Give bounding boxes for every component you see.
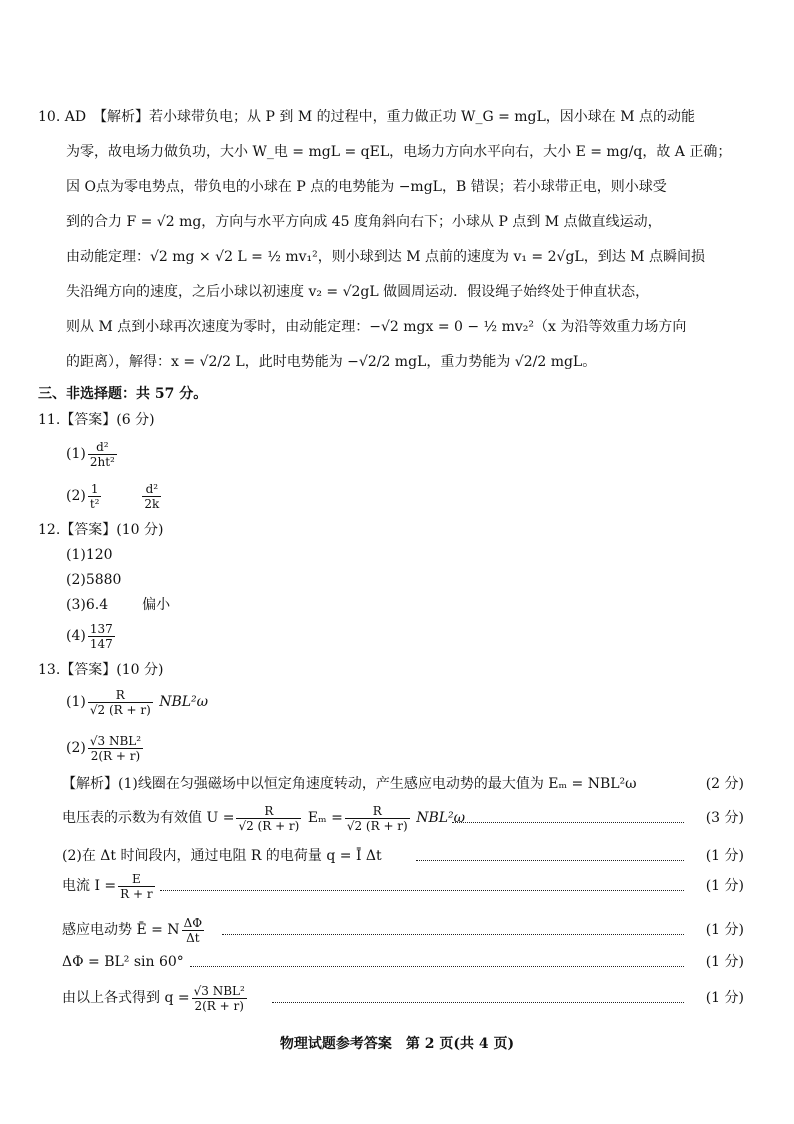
- dot-leader: [416, 860, 684, 861]
- score-3: (1 分): [705, 848, 744, 864]
- q13-solution-5: 感应电动势 Ē = N $\frac{\Delta\Phi}{\Delta t}$: [62, 915, 203, 945]
- q13-header: 13.【答案】(10 分): [38, 662, 164, 678]
- score-5: (1 分): [705, 922, 744, 938]
- q12-answer-2: (2)5880: [66, 572, 122, 588]
- dot-leader: [272, 1002, 684, 1003]
- q10-line-6: 失沿绳方向的速度，之后小球以初速度 v₂ = √2gL 做圆周运动．假设绳子始终处于伸直状态，: [66, 284, 650, 300]
- score-1: (2 分): [705, 776, 744, 792]
- dot-leader: [222, 934, 684, 935]
- q13-solution-4: 电流 I = $\frac{E}{R + r}$: [62, 871, 153, 901]
- q10-line-1: 10. AD 【解析】若小球带负电；从 P 到 M 的过程中，重力做正功 W_G = mgL，因小球在 M 点的动能: [38, 109, 696, 125]
- score-2: (3 分): [705, 810, 744, 826]
- q13-solution-3: (2)在 Δt 时间段内，通过电阻 R 的电荷量 q = Ī Δt: [62, 848, 382, 864]
- q10-line-8: 的距离），解得：x = √2/2 L，此时电势能为 −√2/2 mgL，重力势能为 √2/2 mgL。: [66, 354, 597, 370]
- q13-solution-7: 由以上各式得到 q = $\frac{\text{√3 NBL²}}{2(R + r)}$: [62, 983, 245, 1013]
- q10-line-4: 到的合力 F = √2 mg，方向与水平方向成 45 度角斜向右下；小球从 P 点到 M 点做直线运动，: [66, 214, 662, 230]
- q12-answer-1: (1)120: [66, 547, 113, 563]
- q13-solution-1: 【解析】(1)线圈在匀强磁场中以恒定角速度转动，产生感应电动势的最大值为 Eₘ = NBL²ω: [62, 776, 637, 792]
- q10-line-7: 则从 M 点到小球再次速度为零时，由动能定理：−√2 mgx = 0 − ½ mv₂²（x 为沿等效重力场方向: [66, 319, 687, 335]
- q11-answer-2: (2) $\frac{1}{\text{t²}}$ $\frac{\text{d²}}{2k}$: [66, 481, 160, 511]
- q13-solution-2: 电压表的示数为有效值 U = $\frac{R}{√2 (R + r)}$ Eₘ = $\frac{R}{√2 (R + r)}$ NBL²ω: [62, 803, 466, 833]
- q12-answer-3: (3)6.4 偏小: [66, 597, 171, 613]
- page-footer: 物理试题参考答案 第 2 页(共 4 页): [279, 1036, 515, 1052]
- q12-answer-4: (4) $\frac{137}{147}$: [66, 621, 113, 651]
- q10-line-5: 由动能定理：√2 mg × √2 L = ½ mv₁²，则小球到达 M 点前的速度为 v₁ = 2√gL，到达 M 点瞬间损: [66, 249, 705, 265]
- score-6: (1 分): [705, 954, 744, 970]
- q11-header: 11.【答案】(6 分): [38, 412, 155, 428]
- q10-line-3: 因 O点为零电势点，带负电的小球在 P 点的电势能为 −mgL，B 错误；若小球带正电，则小球受: [66, 179, 667, 195]
- q13-answer-2: (2) $\frac{\text{√3 NBL²}}{2(R + r)}$: [66, 733, 142, 763]
- q13-solution-6: ΔΦ = BL² sin 60°: [62, 954, 184, 970]
- dot-leader: [190, 966, 684, 967]
- score-4: (1 分): [705, 878, 744, 894]
- section-heading: 三、非选择题：共 57 分。: [38, 386, 208, 402]
- dot-leader: [452, 822, 684, 823]
- q11-answer-1: (1) $\frac{\text{d²}}{\text{2ht²}}$: [66, 439, 115, 469]
- q10-line-2: 为零，故电场力做负功，大小 W_电 = mgL = qEL，电场力方向水平向右，大小 E = mg/q，故 A 正确；: [66, 144, 732, 160]
- score-7: (1 分): [705, 990, 744, 1006]
- dot-leader: [160, 890, 684, 891]
- q13-answer-1: (1) $\frac{R}{√2 (R + r)}$ NBL²ω: [66, 687, 209, 717]
- q12-header: 12.【答案】(10 分): [38, 522, 164, 538]
